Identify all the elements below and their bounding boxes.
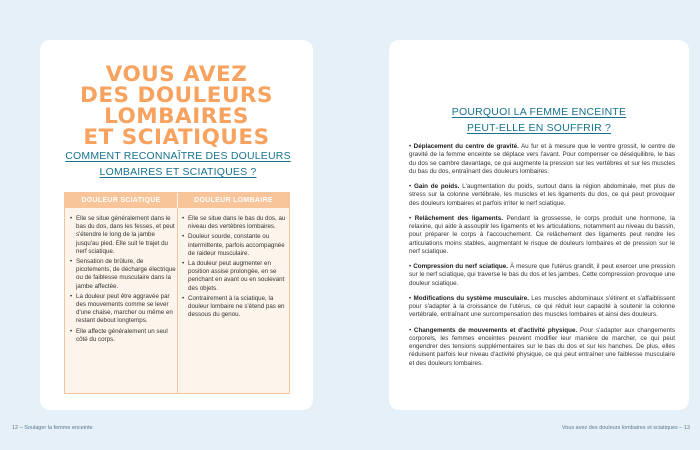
paragraph-text: Pour s'adapter aux changements corporels, les femmes enceintes peuvent modifier leur manière de marcher, ce qui peut engendrer des tensions supplémentaires sur le bas du dos et sur les hanches. De plus, elles réduisent parfois leur niveau d'activité physique, ce qui peut entraîner une faiblesse musculaire et des douleurs lombaires. xyxy=(409,326,675,367)
list-item: • Elle affecte généralement un seul côté du corps. xyxy=(70,328,176,344)
paragraph-text: L'augmentation du poids, surtout dans la région abdominale, met plus de stress sur la colonne vertébrale, les muscles et les ligaments du dos, ce qui peut provoquer des douleurs lombaires et parfois irriter le nerf sciatique. xyxy=(409,183,675,207)
footer-left-page-number: 12 – Soulager la femme enceinte xyxy=(12,425,93,431)
section-subtitle xyxy=(58,149,298,180)
header-douleur-sciatique: DOULEUR SCIATIQUE xyxy=(81,197,161,204)
paragraph: • Déplacement du centre de gravité. Au fur et à mesure que le ventre grossit, le centre de gravité de la femme enceinte se déplace vers l'avant. Pour compenser ce déséquilibre, le bas du dos se cambre davantage, ce qui augmente la pression sur les vertèbres et sur les muscles du bas du dos, entraînant des douleurs lombaires. xyxy=(409,143,675,175)
list-item: • Douleur sourde, constante ou intermittente, parfois accompagnée de raideur musculaire. xyxy=(182,233,286,258)
list-item: • La douleur peut être aggravée par des mouvements comme se lever d'une chaise, marcher ou même en restant debout longtemps. xyxy=(70,293,176,326)
title-line: VOUS AVEZ xyxy=(105,62,248,87)
paragraph: • Changements de mouvements et d'activité physique. Pour s'adapter aux changements corporels, les femmes enceintes peuvent modifier leur manière de marcher, ce qui peut engendrer des tensions supplémentaires sur le bas du dos et sur les hanches. De plus, elles réduisent parfois leur niveau d'activité physique, ce qui peut entraîner une faiblesse musculaire et des douleurs lombaires. xyxy=(409,326,675,367)
paragraph-heading: Déplacement du centre de gravité. xyxy=(413,143,519,150)
list-item: • Contrairement à la sciatique, la douleur lombaire ne s'étend pas en dessous du genou. xyxy=(182,295,286,320)
sciatique-column xyxy=(70,215,176,346)
list-item: • Elle se situe généralement dans le bas du dos, dans les fesses, et peut s'étendre le long de la jambe jusqu'au pied. Elle suit le trajet du nerf sciatique. xyxy=(70,215,176,256)
paragraph-heading: Relâchement des ligaments. xyxy=(414,214,503,222)
comparison-table xyxy=(64,192,290,394)
title-line: PEUT-ELLE EN SOUFFRIR ? xyxy=(466,121,612,134)
body-text xyxy=(409,143,675,375)
section-title xyxy=(389,105,689,136)
title-line: ET SCIATIQUES xyxy=(83,125,270,150)
title-line: LOMBAIRES xyxy=(104,104,249,129)
paragraph: • Gain de poids. L'augmentation du poids, surtout dans la région abdominale, met plus de stress sur la colonne vertébrale, les muscles et les ligaments du dos, ce qui peut provoquer des douleurs lombaires et parfois irriter le nerf sciatique. xyxy=(409,183,675,207)
paragraph-heading: Gain de poids. xyxy=(413,183,460,190)
paragraph: • Relâchement des ligaments. Pendant la grossesse, le corps produit une hormone, la relaxine, qui aide à assouplir les ligaments et les articulations, notamment au niveau du bassin, pour préparer le corps à l'accouchement. Ce relâchement des ligaments peut rendre les articulations moins stables, augmentant le risque de douleurs lombaires et de pression sur le nerf sciatique. xyxy=(409,214,675,255)
header-douleur-lombaire: DOULEUR LOMBAIRE xyxy=(177,193,289,208)
subtitle-line: COMMENT RECONNAÎTRE DES DOULEURS xyxy=(65,150,291,162)
subtitle-line: LOMBAIRES ET SCIATIQUES ? xyxy=(99,165,257,178)
title-line: DES DOULEURS xyxy=(80,83,273,108)
left-page xyxy=(40,40,313,410)
paragraph-heading: Changements de mouvements et d'activité physique. xyxy=(413,326,578,334)
paragraph: • Compression du nerf sciatique. À mesure que l'utérus grandit, il peut exercer une pression sur le nerf sciatique, qui traverse le bas du dos et les jambes. Cette compression provoque une douleur sciatique. xyxy=(409,263,675,287)
table-header xyxy=(65,193,289,208)
column-divider xyxy=(177,208,178,394)
list-item: • Sensation de brûlure, de picotements, de décharge électrique ou de faiblesse musculaire dans la jambe affectée. xyxy=(70,258,176,291)
chapter-title xyxy=(40,64,313,148)
list-item: • La douleur peut augmenter en position assise prolongée, en se penchant en avant ou en soulevant des objets. xyxy=(182,260,286,293)
lombaire-column xyxy=(182,215,286,321)
paragraph: • Modifications du système musculaire. Les muscles abdominaux s'étirent et s'affaiblissent pour s'adapter à la croissance de l'utérus, ce qui réduit leur capacité à soutenir la colonne vertébrale, entraînant une surcompensation des muscles lombaires et ainsi des douleurs. xyxy=(409,294,675,319)
paragraph-heading: Compression du nerf sciatique. xyxy=(413,263,509,270)
footer-right-page-number: Vous avez des douleurs lombaires et sciatiques – 13 xyxy=(561,425,690,431)
list-item: • Elle se situe dans le bas du dos, au niveau des vertèbres lombaires. xyxy=(182,215,286,231)
paragraph-text: Au fur et à mesure que le ventre grossit, le centre de gravité de la femme enceinte se déplace vers l'avant. Pour compenser ce déséquilibre, le bas du dos se cambre davantage, ce qui augmente la pression sur les vertèbres et sur les muscles du bas du dos, entraînant des douleurs lombaires. xyxy=(409,143,675,175)
paragraph-text: Pendant la grossesse, le corps produit une hormone, la relaxine, qui aide à assouplir les ligaments et les articulations, notamment au niveau du bassin, pour préparer le corps à l'accouchement. Ce relâchement des ligaments peut rendre les articulations moins stables, augmentant le risque de douleurs lombaires et de pression sur le nerf sciatique. xyxy=(409,214,675,255)
paragraph-text: À mesure que l'utérus grandit, il peut exercer une pression sur le nerf sciatique, qui traverse le bas du dos et les jambes. Cette compression provoque une douleur sciatique. xyxy=(409,263,675,287)
paragraph-heading: Modifications du système musculaire. xyxy=(413,294,529,302)
title-line: POURQUOI LA FEMME ENCEINTE xyxy=(451,106,627,118)
paragraph-text: Les muscles abdominaux s'étirent et s'affaiblissent pour s'adapter à la croissance de l'utérus, ce qui réduit leur capacité à soutenir la colonne vertébrale, entraînant une surcompensation des muscles lombaires et ainsi des douleurs. xyxy=(409,294,675,319)
right-page xyxy=(389,40,689,410)
